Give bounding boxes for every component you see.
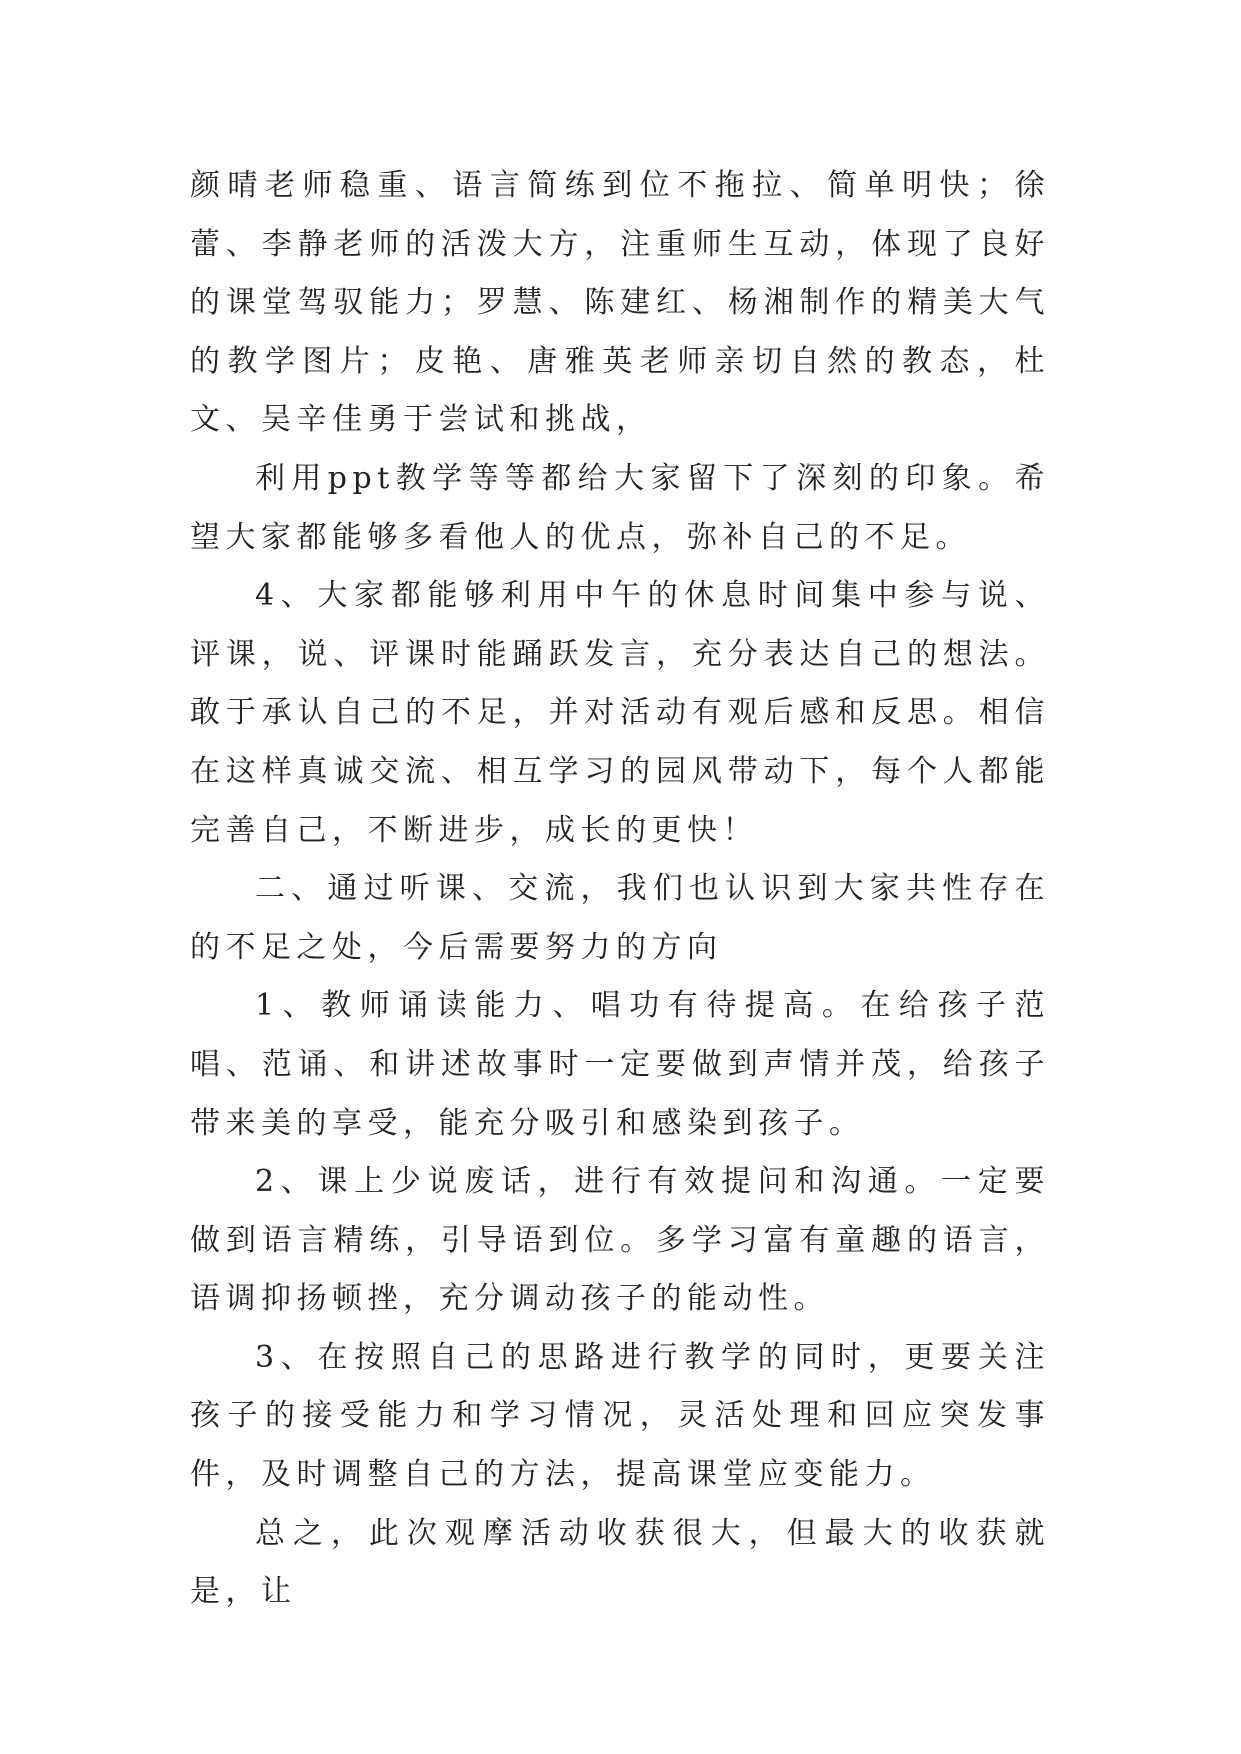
paragraph-teacher-highlights: 颜晴老师稳重、语言简练到位不拖拉、简单明快；徐蕾、李静老师的活泼大方，注重师生互动，体现了良好的课堂驾驭能力；罗慧、陈建红、杨湘制作的精美大气的教学图片；皮艳、唐雅英老师亲切自然的教态，杜文、吴辛佳勇于尝试和挑战， xyxy=(190,168,1050,438)
paragraph-point-1: 1、教师诵读能力、唱功有待提高。在给孩子范唱、范诵、和讲述故事时一定要做到声情并茂，给孩子带来美的享受，能充分吸引和感染到孩子。 xyxy=(190,988,1050,1141)
paragraph-point-4: 4、大家都能够利用中午的休息时间集中参与说、评课，说、评课时能踊跃发言，充分表达自己的想法。敢于承认自己的不足，并对活动有观后感和反思。相信在这样真诚交流、相互学习的园风带动下，每个人都能完善自己，不断进步，成长的更快！ xyxy=(190,578,1050,848)
paragraph-point-3: 3、在按照自己的思路进行教学的同时，更要关注孩子的接受能力和学习情况，灵活处理和回应突发事件，及时调整自己的方法，提高课堂应变能力。 xyxy=(190,1339,1050,1493)
paragraph-conclusion: 总之，此次观摩活动收获很大，但最大的收获就是，让 xyxy=(190,1515,1050,1610)
document-body xyxy=(190,157,1050,1622)
section-heading-shortcomings: 二、通过听课、交流，我们也认识到大家共性存在的不足之处，今后需要努力的方向 xyxy=(190,871,1050,965)
paragraph-point-2: 2、课上少说废话，进行有效提问和沟通。一定要做到语言精练，引导语到位。多学习富有童趣的语言，语调抑扬顿挫，充分调动孩子的能动性。 xyxy=(190,1164,1050,1317)
paragraph-ppt-impression: 利用ppt教学等等都给大家留下了深刻的印象。希望大家都能够多看他人的优点，弥补自己的不足。 xyxy=(190,460,1050,555)
